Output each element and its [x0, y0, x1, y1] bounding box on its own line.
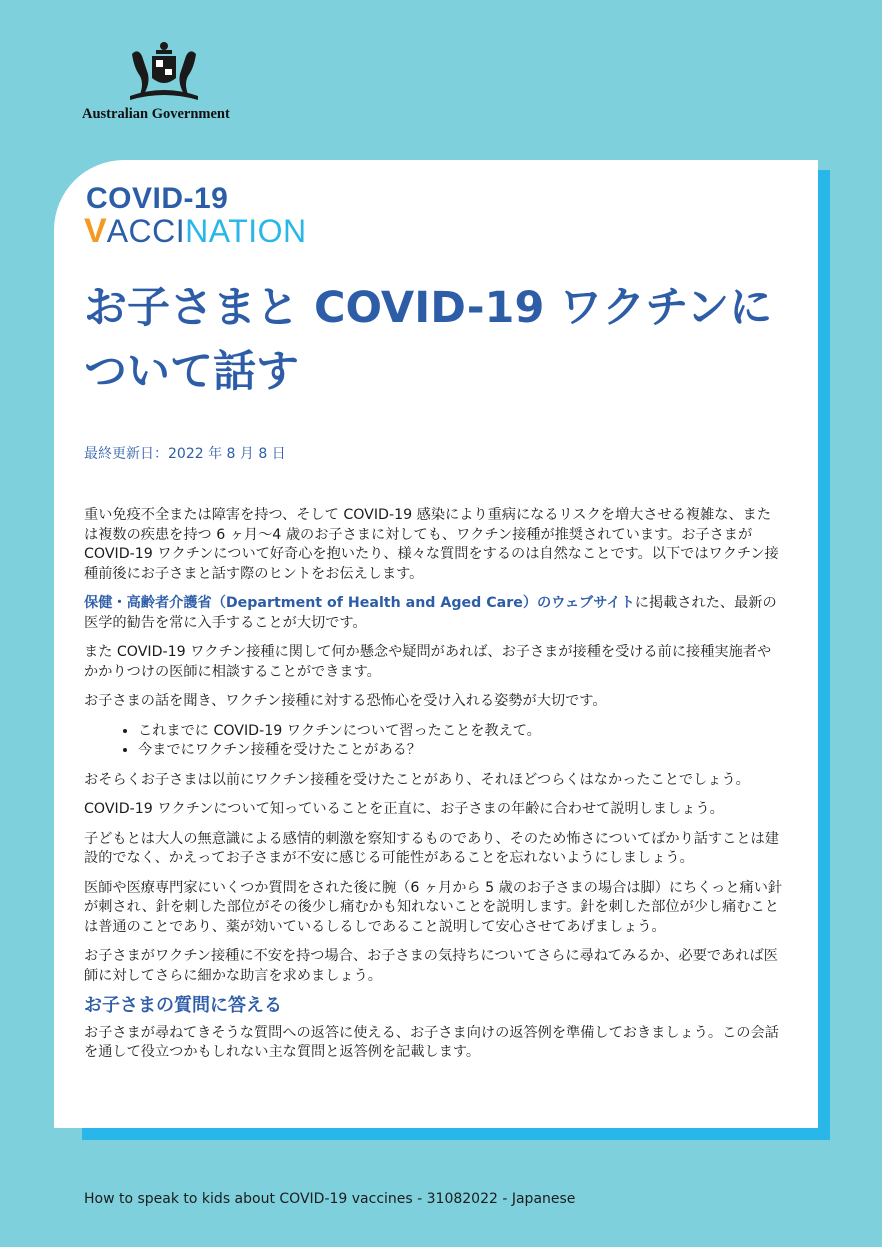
logo-checkmark-v: V [84, 212, 107, 250]
section-heading: お子さまの質問に答える [84, 995, 282, 1016]
government-name: Australian Government [82, 106, 230, 122]
listen-paragraph: お子さまの話を聞き、ワクチン接種に対する恐怖心を受け入れる姿勢が大切です。 [84, 693, 607, 709]
list-item: • 今までにワクチン接種を受けたことがある？ [138, 741, 784, 761]
list-item: • これまでに COVID-19 ワクチンについて習ったことを教えて。 [138, 722, 784, 742]
logo-line-1: COVID-19 [86, 182, 229, 215]
question-list [84, 722, 784, 761]
honesty-paragraph: COVID-19 ワクチンについて知っていることを正直に、お子さまの年齢に合わせて説明しましょう。 [84, 801, 724, 817]
previous-vaccination-paragraph: おそらくお子さまは以前にワクチン接種を受けたことがあり、それほどつらくはなかったことでしょう。 [84, 771, 750, 788]
footer-text: How to speak to kids about COVID-19 vaccines - 31082022 - Japanese [84, 1191, 576, 1207]
covid19-vaccination-logo [84, 184, 307, 248]
government-branding [82, 40, 247, 123]
website-paragraph-text: に掲載された、最新の医学的勧告を常に入手することが大切です。 [84, 595, 777, 631]
intro-paragraph: 重い免疫不全または障害を持つ、そして COVID-19 感染により重病になるリスクを増大させる複雑な、または複数の疾患を持つ 6 ヶ月～4 歳のお子さまに対しても、ワクチン接種が推奨されています。お子さまが COVID-19 ワクチンについて好奇心を抱いたり、様々な質問をするのは自然なことです。以下ではワクチン接種前後にお子さまと話す際のヒントをお伝えします。 [84, 507, 779, 582]
emotion-paragraph: 子どもとは大人の無意識による感情的刺激を察知するものであり、そのため怖さについてばかり話すことは建設的でなく、かえってお子さまが不安に感じる可能性があることを忘れないようにしましょう。 [84, 830, 779, 866]
logo-line-2 [84, 214, 307, 248]
procedure-paragraph: 医師や医療専門家にいくつか質問をされた後に腕（6 ヶ月から 5 歳のお子さまの場合は脚）にちくっと痛い針が刺され、針を刺した部位がその後少し痛むかも知れないことを説明します。針を刺した部位が少し痛むことは普通のことであり、薬が効いているしるしであること説明して安心させてあげましょう。 [84, 879, 783, 935]
page-title: お子さまと COVID-19 ワクチンについて話す [84, 283, 773, 397]
document-card [54, 160, 818, 1128]
last-updated-date: 最終更新日：2022 年 8 月 8 日 [84, 446, 286, 462]
answers-paragraph: お子さまが尋ねてきそうな質問への返答に使える、お子さま向けの返答例を準備しておきましょう。この会話を通して役立つかもしれない主な質問と返答例を記載します。 [84, 1024, 779, 1060]
logo-acci: ACCI [106, 213, 186, 249]
department-website-link[interactable]: 保健・高齢者介護省（Department of Health and Aged Care）のウェブサイト [84, 595, 635, 611]
website-paragraph [84, 594, 784, 633]
anxiety-paragraph: お子さまがワクチン接種に不安を持つ場合、お子さまの気持ちについてさらに尋ねてみるか、必要であれば医師に対してさらに細かな助言を求めましょう。 [84, 948, 778, 984]
logo-nation: NATION [185, 213, 307, 249]
consult-paragraph: また COVID-19 ワクチン接種に関して何か懸念や疑問があれば、お子さまが接種を受ける前に接種実施者やかかりつけの医師に相談することができます。 [84, 644, 772, 680]
coat-of-arms-icon [122, 40, 206, 104]
document-body [84, 506, 784, 1073]
